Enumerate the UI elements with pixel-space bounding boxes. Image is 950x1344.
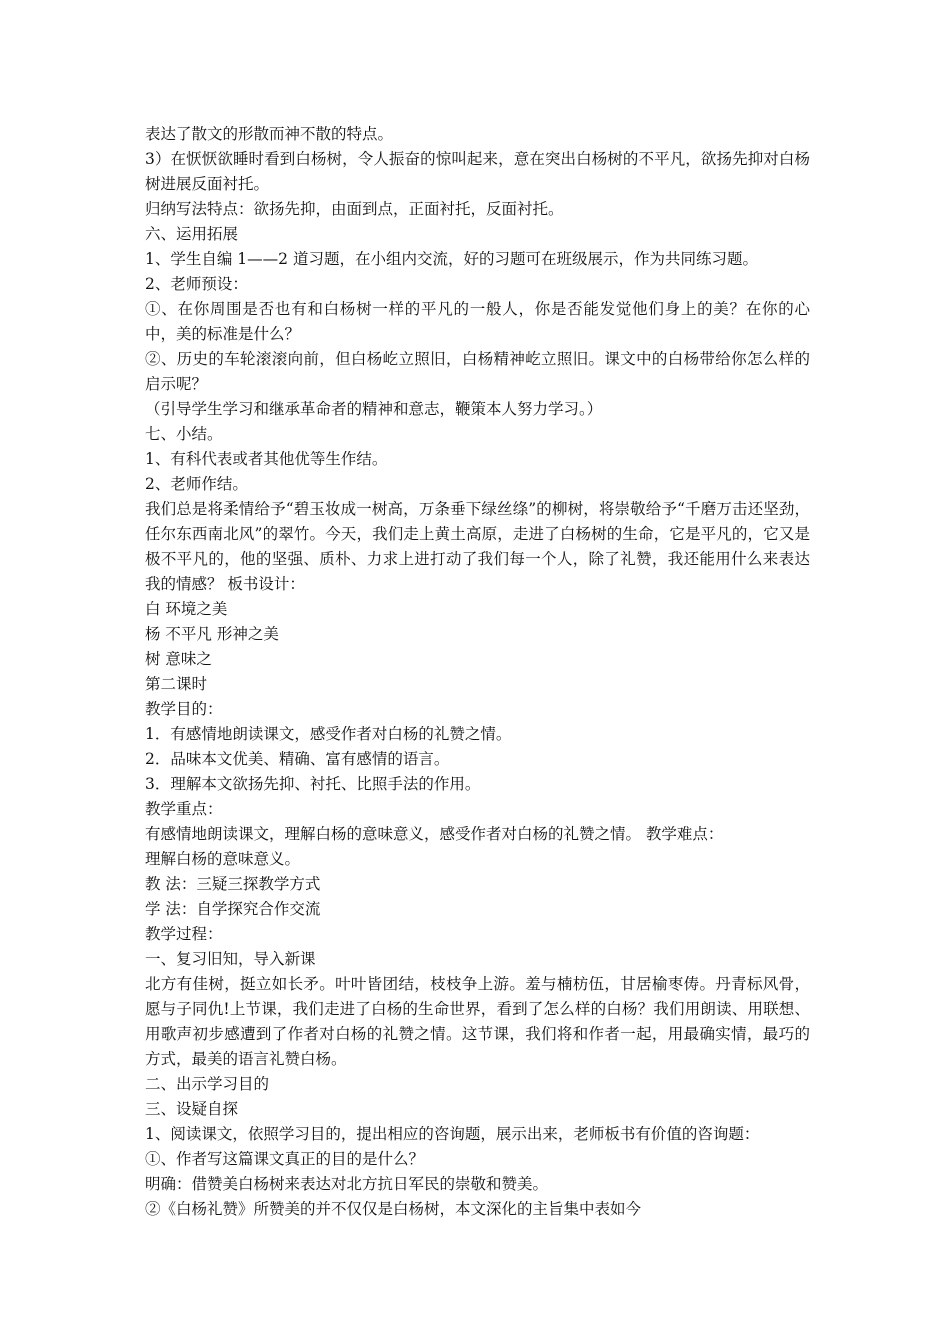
text-line: 2．品味本文优美、精确、富有感情的语言。	[145, 750, 450, 768]
text-line: 教 法：三疑三探教学方式	[145, 875, 321, 893]
text-line: 2、老师预设：	[145, 275, 248, 293]
text-line: 理解白杨的意味意义。	[145, 850, 301, 868]
text-line: 2、老师作结。	[145, 475, 248, 493]
text-line: 教学目的：	[145, 700, 223, 718]
text-line: ①、在你周围是否也有和白杨树一样的平凡的一般人，你是否能发觉他们身上的美？在你的心中，美的标准是什么？	[145, 300, 810, 343]
text-line: 1、学生自编 1——2 道习题，在小组内交流，好的习题可在班级展示，作为共同练习题。	[145, 250, 758, 268]
text-line: ②《白杨礼赞》所赞美的并不仅仅是白杨树，本文深化的主旨集中表如今	[145, 1200, 642, 1218]
text-line: 1．有感情地朗读课文，感受作者对白杨的礼赞之情。	[145, 725, 512, 743]
document-body	[145, 122, 810, 1222]
text-paragraph: 北方有佳树，挺立如长矛。叶叶皆团结，枝枝争上游。羞与楠枋伍，甘居榆枣俦。丹青标风骨，愿与子同仇!上节课，我们走进了白杨的生命世界，看到了怎么样的白杨？我们用朗读、用联想、用歌声初步感遭到了作者对白杨的礼赞之情。这节课，我们将和作者一起，用最确实情，最巧的方式，最美的语言礼赞白杨。	[145, 975, 810, 1068]
text-line: ②、历史的车轮滚滚向前，但白杨屹立照旧，白杨精神屹立照旧。课文中的白杨带给你怎么样的启示呢？	[145, 350, 810, 393]
text-line: 3．理解本文欲扬先抑、衬托、比照手法的作用。	[145, 775, 481, 793]
section-heading: 三、设疑自探	[145, 1100, 239, 1118]
text-paragraph: 我们总是将柔情给予“碧玉妆成一树高，万条垂下绿丝绦”的柳树，将崇敬给予“千磨万击还坚劲，任尔东西南北风”的翠竹。今天，我们走上黄土高原，走进了白杨树的生命，它是平凡的，它又是极不平凡的，他的坚强、质朴、力求上进打动了我们每一个人，除了礼赞，我还能用什么来表达我的情感？ 板书设计：	[145, 500, 810, 593]
text-line: 表达了散文的形散而神不散的特点。	[145, 125, 394, 143]
section-heading: 六、运用拓展	[145, 225, 239, 243]
section-heading: 第二课时	[145, 675, 208, 693]
text-line: 明确：借赞美白杨树来表达对北方抗日军民的崇敬和赞美。	[145, 1175, 549, 1193]
text-line: （引导学生学习和继承革命者的精神和意志，鞭策本人努力学习。）	[145, 400, 603, 418]
text-line: 1、阅读课文，依照学习目的，提出相应的咨询题，展示出来，老师板书有价值的咨询题：	[145, 1125, 760, 1143]
board-design-line: 白 环境之美	[145, 600, 228, 618]
board-design-line: 杨 不平凡 形神之美	[145, 625, 279, 643]
text-line: 教学过程：	[145, 925, 223, 943]
board-design-line: 树 意味之	[145, 650, 212, 668]
text-line: 学 法：自学探究合作交流	[145, 900, 321, 918]
text-line: ①、作者写这篇课文真正的目的是什么？	[145, 1150, 425, 1168]
section-heading: 一、复习旧知，导入新课	[145, 950, 316, 968]
section-heading: 七、小结。	[145, 425, 223, 443]
text-line: 1、有科代表或者其他优等生作结。	[145, 450, 388, 468]
section-heading: 二、出示学习目的	[145, 1075, 270, 1093]
text-line: 3）在恹恹欲睡时看到白杨树，令人振奋的惊叫起来，意在突出白杨树的不平凡，欲扬先抑对白杨树进展反面衬托。	[145, 150, 810, 193]
text-line: 教学重点：	[145, 800, 223, 818]
text-line: 归纳写法特点：欲扬先抑，由面到点，正面衬托，反面衬托。	[145, 200, 564, 218]
text-line: 有感情地朗读课文，理解白杨的意味意义，感受作者对白杨的礼赞之情。 教学难点：	[145, 825, 724, 843]
